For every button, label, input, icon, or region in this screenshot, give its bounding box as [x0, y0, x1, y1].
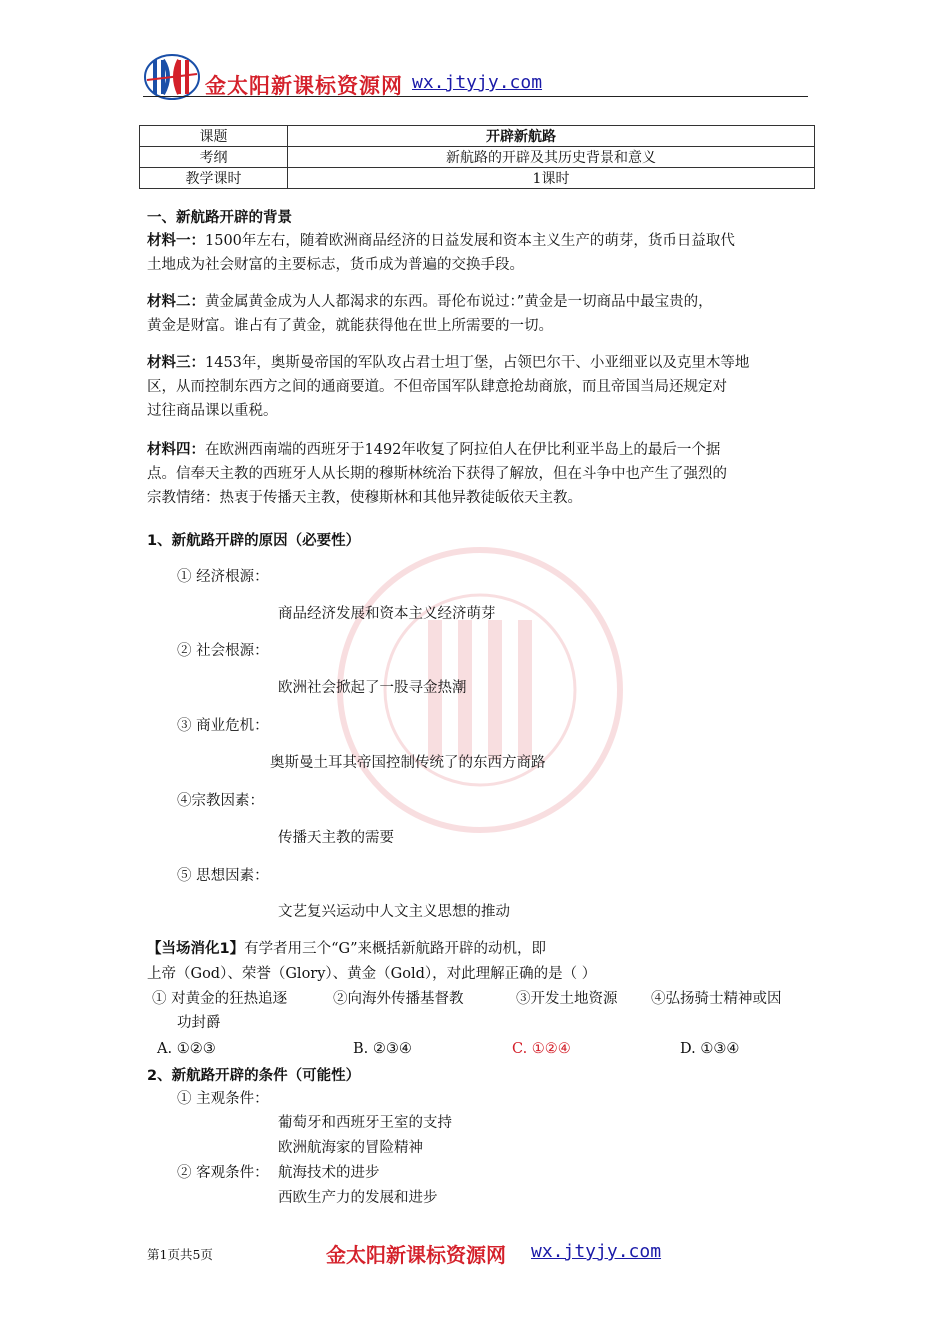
header-site-link[interactable]: wx.jtyjy.com [412, 72, 543, 93]
choice-d: D. ①③④ [680, 1041, 740, 1057]
course-info-table [139, 125, 815, 189]
condition-item: 葡萄牙和西班牙王室的支持 [278, 1115, 452, 1131]
footer-brand: 金太阳新课标资源网 [326, 1243, 506, 1267]
table-cell-value: 1课时 [288, 168, 815, 189]
header-rule [143, 96, 808, 97]
cause-label: ⑤ 思想因素： [177, 868, 269, 884]
table-cell-label: 教学课时 [140, 168, 288, 189]
choice-a: A. ①②③ [157, 1041, 216, 1057]
exercise-option: ① 对黄金的狂热追逐 [152, 991, 288, 1007]
table-row [140, 168, 815, 189]
exercise-stem: 【当场消化1】有学者用三个“G”来概括新航路开辟的动机，即 [147, 941, 547, 957]
table-cell-value: 新航路的开辟及其历史背景和意义 [288, 147, 815, 168]
exercise-option: ③开发土地资源 [516, 991, 618, 1007]
material-4-line: 宗教情绪：热衷于传播天主教，使穆斯林和其他异教徒皈依天主教。 [147, 490, 582, 506]
condition-label: ② 客观条件： [177, 1165, 269, 1181]
table-cell-label: 考纲 [140, 147, 288, 168]
material-4: 材料四：在欧洲西南端的西班牙于1492年收复了阿拉伯人在伊比利亚半岛上的最后一个据 [147, 442, 721, 458]
material-1-line: 土地成为社会财富的主要标志，货币成为普遍的交换手段。 [147, 257, 524, 273]
condition-item: 西欧生产力的发展和进步 [278, 1190, 438, 1206]
cause-answer: 传播天主教的需要 [278, 830, 394, 846]
material-2-line: 黄金是财富。谁占有了黄金，就能获得他在世上所需要的一切。 [147, 318, 553, 334]
section-title-background: 一、新航路开辟的背景 [147, 210, 292, 226]
cause-answer: 奥斯曼土耳其帝国控制传统了的东西方商路 [270, 755, 546, 771]
header-brand: 金太阳新课标资源网 [205, 74, 403, 98]
cause-label: ② 社会根源： [177, 643, 269, 659]
logo-icon [143, 52, 201, 102]
page-number: 第1页共5页 [147, 1247, 213, 1262]
table-cell-label: 课题 [140, 126, 288, 147]
cause-label: ① 经济根源： [177, 569, 269, 585]
material-3: 材料三：1453年，奥斯曼帝国的军队攻占君士坦丁堡，占领巴尔干、小亚细亚以及克里木等地 [147, 355, 750, 371]
condition-label: ① 主观条件： [177, 1091, 269, 1107]
footer-site-link[interactable]: wx.jtyjy.com [531, 1241, 662, 1262]
exercise-option: ④弘扬骑士精神或因 [651, 991, 782, 1007]
material-3-line: 区，从而控制东西方之间的通商要道。不但帝国军队肆意抢劫商旅，而且帝国当局还规定对 [147, 379, 727, 395]
table-row [140, 147, 815, 168]
exercise-stem-line: 上帝（God）、荣誉（Glory）、黄金（Gold），对此理解正确的是（ ） [147, 966, 597, 982]
cause-answer: 商品经济发展和资本主义经济萌芽 [278, 606, 496, 622]
material-3-line: 过往商品课以重税。 [147, 403, 278, 419]
exercise-option: ②向海外传播基督教 [333, 991, 464, 1007]
cause-answer: 欧洲社会掀起了一股寻金热潮 [278, 680, 467, 696]
section-title-conditions: 2、新航路开辟的条件（可能性） [147, 1068, 361, 1084]
cause-label: ④宗教因素： [177, 793, 264, 809]
table-cell-value: 开辟新航路 [288, 126, 815, 147]
choice-b: B. ②③④ [353, 1041, 412, 1057]
cause-answer: 文艺复兴运动中人文主义思想的推动 [278, 904, 510, 920]
exercise-option-cont: 功封爵 [177, 1015, 221, 1031]
condition-item: 欧洲航海家的冒险精神 [278, 1140, 423, 1156]
table-row [140, 126, 815, 147]
material-1: 材料一：1500年左右，随着欧洲商品经济的日益发展和资本主义生产的萌芽，货币日益取代 [147, 233, 735, 249]
material-4-line: 点。信奉天主教的西班牙人从长期的穆斯林统治下获得了解放，但在斗争中也产生了强烈的 [147, 466, 727, 482]
choice-c-correct: C. ①②④ [512, 1041, 571, 1057]
cause-label: ③ 商业危机： [177, 718, 269, 734]
section-title-causes: 1、新航路开辟的原因（必要性） [147, 533, 361, 549]
condition-item: 航海技术的进步 [278, 1165, 380, 1181]
material-2: 材料二：黄金属黄金成为人人都渴求的东西。哥伦布说过：”黄金是一切商品中最宝贵的， [147, 294, 713, 310]
